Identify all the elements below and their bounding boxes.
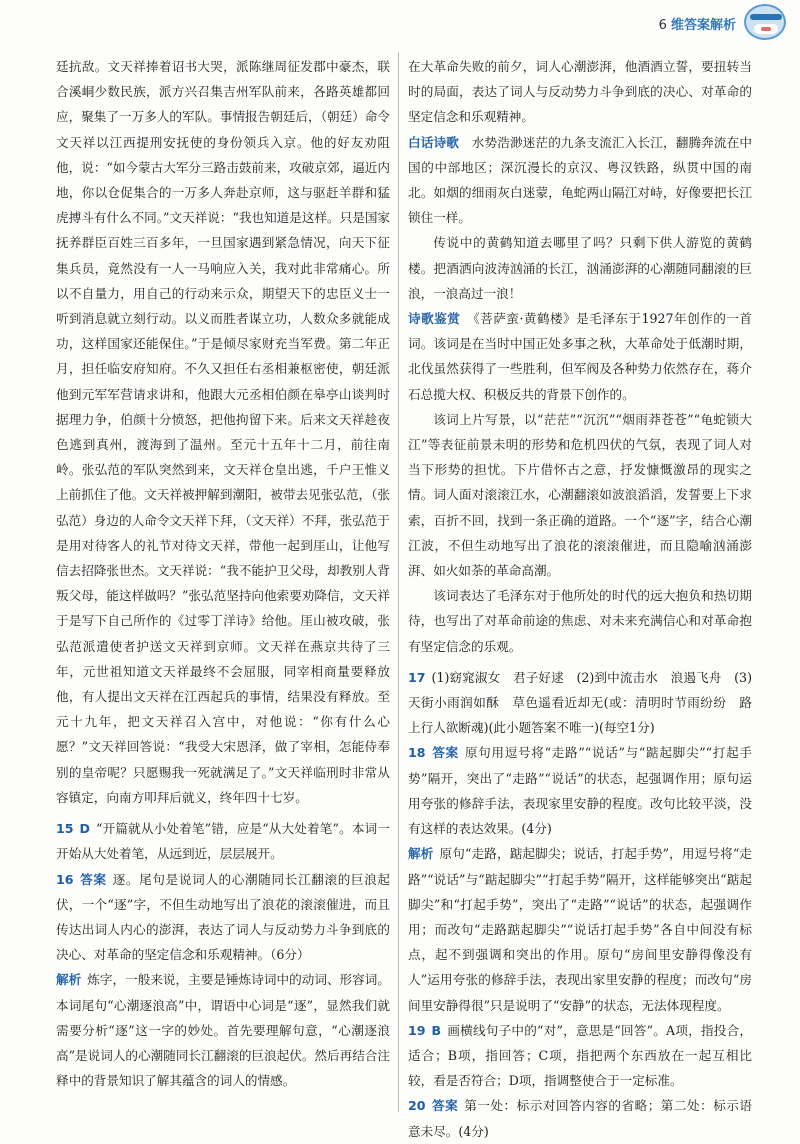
question-number: 17 bbox=[408, 669, 426, 685]
logo-badge-icon bbox=[744, 4, 786, 40]
answer-16 bbox=[56, 867, 390, 968]
answer-text: 原句用逗号将“走路”“说话”与“踮起脚尖”“打起手势”隔开，突出了“走路”“说话”的状态，起强调作用；原句运用夸张的修辞手法，表现家里安静的程度。改句比较平淡，没有这样的表达效果。(4分) bbox=[408, 745, 752, 837]
page-number: 6 bbox=[658, 18, 667, 33]
analysis-label: 解析 bbox=[56, 972, 82, 988]
answer-20 bbox=[408, 1093, 752, 1143]
analysis-18 bbox=[408, 841, 752, 1017]
question-number: 15 bbox=[56, 821, 74, 837]
answer-label: 答案 bbox=[431, 745, 459, 761]
analysis-text: 炼字，一般来说，主要是锤炼诗词中的动词、形容词。本词尾句“心潮逐浪高”中，谓语中心词是“逐”，显然我们就需要分析“逐”这一字的妙处。首先要理解句意，“心潮逐浪高”是说词人的心潮随同长江翻滚的巨浪起伏。然后再结合注释中的背景知识了解其蕴含的词人的情感。 bbox=[56, 972, 391, 1089]
answer-text: 第一处：标示对回答内容的省略；第二处：标示语意未尽。(4分) bbox=[408, 1098, 753, 1139]
column-divider bbox=[398, 52, 399, 1112]
question-number: 20 bbox=[408, 1098, 426, 1114]
choice-answer: B bbox=[431, 1022, 442, 1038]
jianshang-label: 诗歌鉴赏 bbox=[408, 311, 461, 327]
answer-text: (1)窈窕淑女 君子好逑 (2)到中流击水 浪遏飞舟 (3)天街小雨润如酥 草色遥看近却无(或：清明时节雨纷纷 路上行人欲断魂)(此小题答案不唯一)(每空1分) bbox=[408, 669, 752, 736]
analysis-label: 解析 bbox=[408, 846, 434, 862]
jianshang-p2: 该词上片写景，以“茫茫”“沉沉”“烟雨莽苍苍”“龟蛇锁大江”等表征前景未明的形势和危机四伏的气氛，表现了词人对当下形势的担忧。下片借怀古之意，抒发慷慨激昂的现实之情。词人面对滚滚江水，心潮翻滚如波浪滔滔，发誓要上下求索，百折不回，找到一条正确的道路。一个“逐”字，结合心潮江波，不但生动地写出了浪花的滚滚催进，而且隐喻汹涌澎湃、如火如荼的革命高潮。 bbox=[408, 411, 752, 579]
answer-18 bbox=[408, 740, 752, 841]
jianshang-p1: 《菩萨蛮·黄鹤楼》是毛泽东于1927年创作的一首词。该词是在当时中国正处多事之秋，大革命处于低潮时期，北伐虽然获得了一些胜利，但军阀及各种势力依然存在，蒋介石总揽大权、积极反共的背景下创作的。 bbox=[408, 311, 752, 402]
section-title: 维答案解析 bbox=[670, 18, 736, 33]
question-number: 18 bbox=[408, 745, 426, 761]
question-number: 19 bbox=[408, 1022, 426, 1038]
answer-17 bbox=[408, 665, 752, 741]
answer-15 bbox=[56, 816, 390, 866]
page-header bbox=[0, 0, 800, 44]
header-title bbox=[659, 14, 736, 33]
answer-19 bbox=[408, 1018, 752, 1094]
baihua-label: 白话诗歌 bbox=[408, 134, 459, 150]
baihua-section bbox=[408, 130, 752, 231]
baihua-text-2: 传说中的黄鹤知道去哪里了吗？只剩下供人游览的黄鹤楼。把酒洒向波涛汹涌的长江，汹涌澎湃的心潮随同翻滚的巨浪，一浪高过一浪！ bbox=[408, 235, 752, 301]
right-column bbox=[408, 54, 752, 1144]
intro-paragraph: 在大革命失败的前夕，词人心潮澎湃，他酒酒立誓，要扭转当时的局面，表达了词人与反动势力斗争到底的决心、对革命的坚定信念和乐观精神。 bbox=[408, 59, 752, 125]
jianshang-p3: 该词表达了毛泽东对于他所处的时代的远大抱负和热切期待，也写出了对革命前途的焦虑、对未来充满信心和对革命抱有坚定信念的乐观。 bbox=[408, 588, 752, 654]
left-column bbox=[56, 54, 390, 1093]
baihua-text: 水势浩渺迷茫的九条支流汇入长江，翻腾奔流在中国的中部地区；深沉漫长的京汉、粤汉铁路，纵贯中国的南北。如烟的细雨灰白迷蒙，龟蛇两山隔江对峙，好像要把长江锁住一样。 bbox=[408, 134, 753, 226]
choice-answer: D bbox=[79, 821, 90, 837]
jianshang-section bbox=[408, 306, 752, 407]
answer-label: 答案 bbox=[79, 871, 107, 887]
analysis-16 bbox=[56, 967, 390, 1093]
analysis-text: 原句“走路，踮起脚尖；说话，打起手势”，用逗号将“走路”“说话”与“踮起脚尖”“打起手势”隔开，这样能够突出“踮起脚尖”和“打起手势”，突出了“走路”“说话”的状态，起强调作用；而改句“走路踮起脚尖”“说话打起手势”各自中间没有标点，起不到强调和突出的作用。原句“房间里安静得像没有人”运用夸张的修辞手法，表现出家里安静的程度；而改句“房间里安静得很”只是说明了“安静”的状态，无法体现程度。 bbox=[408, 846, 753, 1013]
question-number: 16 bbox=[56, 871, 74, 887]
answer-text: 逐。尾句是说词人的心潮随同长江翻滚的巨浪起伏，一个“逐”字，不但生动地写出了浪花的滚滚催进，而且传达出词人内心的澎湃，表达了词人与反动势力斗争到底的决心、对革命的坚定信念和乐观精神。（6分） bbox=[56, 871, 391, 963]
answer-label: 答案 bbox=[431, 1098, 459, 1114]
answer-text: 画横线句子中的“对”，意思是“回答”。A项，指投合，适合；B项，指回答；C项，指把两个东西放在一起互相比较，看是否符合；D项，指调整使合于一定标准。 bbox=[408, 1022, 752, 1089]
translation-paragraph: 廷抗敌。文天祥捧着诏书大哭，派陈继周征发郡中豪杰，联合溪峒少数民族，派方兴召集吉州军队前来，各路英雄都回应，聚集了一万多人的军队。事情报告朝廷后，（朝廷）命令文天祥以江西提刑安抚使的身份领兵入京。他的好友劝阻他，说：“如今蒙古大军分三路击鼓前来，攻破京郊，逼近内地，你以仓促集合的一万多人奔赴京师，这与驱赶羊群和猛虎搏斗有什么不同。”文天祥说：“我也知道是这样。只是国家抚养群臣百姓三百多年，一旦国家遇到紧急情况，向天下征集兵员，竟然没有一人一马响应入关，我对此非常痛心。所以不自量力，用自己的行动来示众，期望天下的忠臣义士一听到消息就立刻行动。以义而胜者谋立功，人数众多就能成功，这样国家还能保住。”于是倾尽家财充当军费。第二年正月，担任临安府知府。不久又担任右丞相兼枢密使，朝廷派他到元军军营请求讲和，他跟大元丞相伯颜在皋亭山谈判时据理力争，伯颜十分愤怒，把他拘留下来。后来文天祥趁夜色逃到真州，渡海到了温州。至元十五年十二月，前往南岭。张弘范的军队突然到来，文天祥仓皇出逃，千户王惟义上前抓住了他。文天祥被押解到潮阳，被带去见张弘范，（张弘范）身边的人命令文天祥下拜，（文天祥）不拜，张弘范于是用对待客人的礼节对待文天祥，带他一起到厓山，让他写信去招降张世杰。文天祥说：“我不能护卫父母，却教别人背叛父母，能这样做吗？”张弘范坚持向他索要劝降信，文天祥于是写下自己所作的《过零丁洋诗》给他。厓山被攻破，张弘范派遣使者护送文天祥到京师。文天祥在燕京共待了三年，元世祖知道文天祥最终不会屈服，同宰相商量要释放他，有人提出文天祥在江西起兵的事情，结果没有释放。至元十九年，把文天祥召入宫中，对他说：“你有什么心愿？”文天祥回答说：“我受大宋恩泽，做了宰相，怎能侍奉别的皇帝呢？只愿赐我一死就满足了。”文天祥临刑时非常从容镇定，向南方叩拜后就义，终年四十七岁。 bbox=[56, 59, 391, 805]
answer-text: “开篇就从小处着笔”错，应是“从大处着笔”。本词一开始从大处着笔，从远到近，层层展开。 bbox=[56, 821, 390, 862]
